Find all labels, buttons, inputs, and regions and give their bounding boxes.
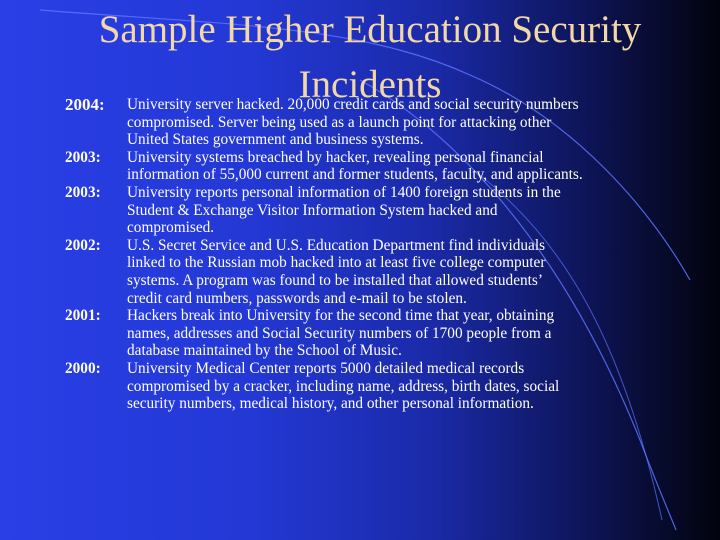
desc-line: U.S. Secret Service and U.S. Education Department find individuals	[127, 236, 546, 254]
title-line-1: Sample Higher Education Security	[98, 8, 642, 51]
desc-line: compromised by a cracker, including name, address, birth dates, social	[127, 377, 560, 395]
incident-year: 2000:	[65, 359, 101, 377]
incident-year: 2003:	[65, 148, 101, 166]
desc-line: systems. A program was found to be installed that allowed students’	[127, 271, 543, 289]
incident-description	[127, 149, 715, 184]
incident-year: 2001:	[65, 307, 101, 325]
incident-2000	[65, 360, 715, 413]
incident-2001	[65, 307, 715, 360]
desc-line: linked to the Russian mob hacked into at least five college computer	[127, 254, 546, 272]
desc-line: names, addresses and Social Security numbers of 1700 people from a	[127, 324, 552, 342]
incident-year: 2003:	[65, 183, 101, 201]
desc-line: compromised.	[127, 219, 215, 237]
incident-description	[127, 360, 715, 413]
incident-year: 2004:	[65, 95, 105, 114]
incident-2004	[65, 96, 715, 149]
desc-line: credit card numbers, passwords and e-mail to be stolen.	[127, 289, 467, 307]
incident-description	[127, 184, 715, 237]
desc-line: University server hacked. 20,000 credit cards and social security numbers	[127, 96, 579, 113]
incident-2002	[65, 237, 715, 307]
title-line-2: Incidents	[298, 63, 442, 106]
incident-description	[127, 307, 715, 360]
incident-2003-b	[65, 184, 715, 237]
desc-line: University Medical Center reports 5000 detailed medical records	[127, 359, 525, 377]
desc-line: University reports personal information of 1400 foreign students in the	[127, 183, 561, 201]
desc-line: Hackers break into University for the second time that year, obtaining	[127, 307, 555, 325]
incident-description	[127, 237, 715, 307]
desc-line: University systems breached by hacker, revealing personal financial	[127, 148, 544, 166]
incident-description	[127, 96, 715, 149]
incident-list	[65, 96, 715, 413]
incident-year: 2002:	[65, 236, 101, 254]
desc-line: database maintained by the School of Music.	[127, 342, 402, 360]
desc-line: Student & Exchange Visitor Information System hacked and	[127, 201, 498, 219]
desc-line: compromised. Server being used as a launch point for attacking other	[127, 113, 552, 131]
desc-line: United States government and business systems.	[127, 131, 424, 149]
desc-line: security numbers, medical history, and other personal information.	[127, 395, 534, 413]
desc-line: information of 55,000 current and former students, faculty, and applicants.	[127, 166, 583, 184]
incident-2003-a	[65, 149, 715, 184]
